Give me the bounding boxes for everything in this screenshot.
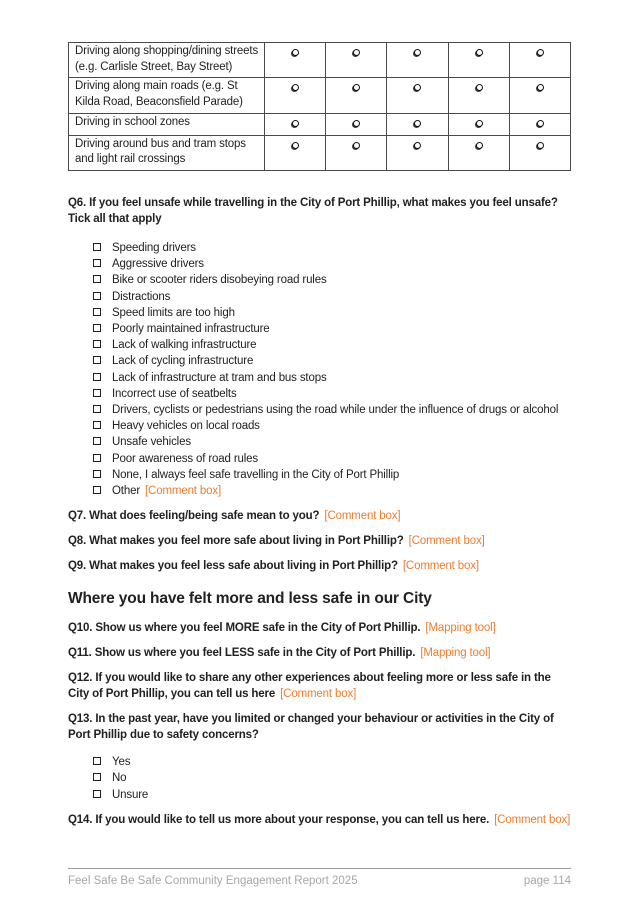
question-q13 [68, 711, 571, 743]
radio-button-icon [476, 84, 483, 91]
q9-text: Q9. What makes you feel less safe about living in Port Phillip? [68, 560, 398, 573]
checkbox-label: Lack of infrastructure at tram and bus stops [112, 371, 327, 384]
radio-button-icon [414, 142, 421, 149]
radio-option-cell [265, 78, 326, 113]
q9-comment-box-tag: [Comment box] [402, 560, 479, 573]
radio-button-icon [537, 120, 544, 127]
matrix-row-label: Driving along shopping/dining streets (e.g. Carlisle Street, Bay Street) [69, 43, 265, 78]
checkbox-item [68, 467, 571, 483]
checkbox-label: Unsure [112, 788, 149, 801]
checkbox-item [68, 256, 571, 272]
radio-button-icon [292, 49, 299, 56]
q6-text: Q6. If you feel unsafe while travelling in the City of Port Phillip, what makes you feel unsafe? Tick all that apply [68, 196, 558, 225]
radio-button-icon [476, 49, 483, 56]
matrix-row-label: Driving along main roads (e.g. St Kilda Road, Beaconsfield Parade) [69, 78, 265, 113]
checkbox-icon [93, 437, 101, 445]
table-row [69, 135, 571, 170]
q10-mapping-tool-tag: [Mapping tool] [425, 622, 496, 635]
checkbox-label: Speed limits are too high [112, 306, 235, 319]
checkbox-label: Bike or scooter riders disobeying road rules [112, 274, 327, 287]
radio-button-icon [353, 142, 360, 149]
checkbox-label: Aggressive drivers [112, 258, 204, 271]
q10-text: Q10. Show us where you feel MORE safe in the City of Port Phillip. [68, 622, 421, 635]
matrix-row-label: Driving around bus and tram stops and light rail crossings [69, 135, 265, 170]
checkbox-item [68, 305, 571, 321]
radio-button-icon [537, 49, 544, 56]
radio-button-icon [537, 142, 544, 149]
checkbox-item [68, 321, 571, 337]
radio-option-cell [326, 43, 387, 78]
radio-button-icon [476, 142, 483, 149]
radio-option-cell [509, 78, 570, 113]
question-q8 [68, 533, 571, 549]
checkbox-label: Incorrect use of seatbelts [112, 387, 237, 400]
q13-checklist [68, 754, 571, 803]
radio-button-icon [292, 120, 299, 127]
q13-text: Q13. In the past year, have you limited or changed your behaviour or activities in the City of Port Phillip due to safety concerns? [68, 713, 554, 742]
section-heading: Where you have felt more and less safe in our City [68, 590, 432, 608]
checkbox-item [68, 289, 571, 305]
checkbox-item [68, 370, 571, 386]
checkbox-icon [93, 389, 101, 397]
checkbox-label: Lack of walking infrastructure [112, 339, 257, 352]
radio-button-icon [353, 49, 360, 56]
radio-option-cell [265, 113, 326, 135]
radio-button-icon [353, 84, 360, 91]
q14-text: Q14. If you would like to tell us more about your response, you can tell us here. [68, 813, 490, 826]
checkbox-icon [93, 405, 101, 413]
checkbox-label: Unsafe vehicles [112, 436, 191, 449]
table-row [69, 78, 571, 113]
checkbox-label: Drivers, cyclists or pedestrians using the road while under the influence of drugs or alcohol [112, 403, 559, 416]
checkbox-icon [93, 421, 101, 429]
checkbox-label: Speeding drivers [112, 241, 196, 254]
checkbox-icon [93, 259, 101, 267]
question-q12 [68, 670, 571, 702]
checkbox-label: Lack of cycling infrastructure [112, 355, 254, 368]
table-row [69, 113, 571, 135]
checkbox-item [68, 272, 571, 288]
question-q11 [68, 645, 571, 661]
safety-matrix-table [68, 42, 571, 171]
radio-option-cell [326, 135, 387, 170]
checkbox-item [68, 402, 571, 418]
checkbox-item [68, 451, 571, 467]
radio-option-cell [326, 78, 387, 113]
q11-text: Q11. Show us where you feel LESS safe in the City of Port Phillip. [68, 647, 416, 660]
radio-option-cell [387, 113, 448, 135]
radio-option-cell [326, 113, 387, 135]
checkbox-item [68, 418, 571, 434]
checkbox-icon [93, 356, 101, 364]
checkbox-label: Yes [112, 756, 131, 769]
checkbox-label: Other [Comment box] [112, 484, 222, 497]
checkbox-label: No [112, 772, 127, 785]
radio-option-cell [265, 135, 326, 170]
checkbox-icon [93, 292, 101, 300]
checkbox-icon [93, 340, 101, 348]
radio-option-cell [448, 113, 509, 135]
checkbox-icon [93, 454, 101, 462]
radio-option-cell [387, 43, 448, 78]
checkbox-icon [93, 470, 101, 478]
question-q10 [68, 620, 571, 636]
question-q7 [68, 508, 571, 524]
radio-button-icon [414, 120, 421, 127]
checkbox-item [68, 770, 571, 786]
radio-option-cell [265, 43, 326, 78]
checkbox-label: Poorly maintained infrastructure [112, 322, 270, 335]
q12-comment-box-tag: [Comment box] [280, 688, 357, 701]
checkbox-item [68, 434, 571, 450]
checkbox-item [68, 353, 571, 369]
radio-button-icon [292, 84, 299, 91]
q6-checklist [68, 240, 571, 499]
radio-button-icon [414, 84, 421, 91]
page-footer [68, 868, 571, 887]
radio-option-cell [509, 43, 570, 78]
q8-comment-box-tag: [Comment box] [408, 535, 485, 548]
q8-text: Q8. What makes you feel more safe about living in Port Phillip? [68, 535, 404, 548]
question-q6 [68, 195, 571, 227]
radio-option-cell [448, 43, 509, 78]
matrix-row-label: Driving in school zones [69, 113, 265, 135]
checkbox-icon [93, 486, 101, 494]
q7-comment-box-tag: [Comment box] [324, 510, 401, 523]
checkbox-label: None, I always feel safe travelling in the City of Port Phillip [112, 468, 400, 481]
checkbox-icon [93, 757, 101, 765]
q12-text: Q12. If you would like to share any other experiences about feeling more or less safe in the City of Port Phillip, you can tell us here [68, 672, 551, 701]
radio-button-icon [476, 120, 483, 127]
checkbox-icon [93, 773, 101, 781]
radio-button-icon [292, 142, 299, 149]
matrix-table-body [69, 43, 571, 171]
radio-button-icon [537, 84, 544, 91]
checkbox-item [68, 483, 571, 499]
checkbox-icon [93, 324, 101, 332]
q11-mapping-tool-tag: [Mapping tool] [420, 647, 491, 660]
radio-option-cell [509, 135, 570, 170]
radio-option-cell [448, 78, 509, 113]
checkbox-icon [93, 373, 101, 381]
radio-option-cell [448, 135, 509, 170]
checkbox-item [68, 787, 571, 803]
footer-report-title: Feel Safe Be Safe Community Engagement Report 2025 [68, 875, 358, 887]
checkbox-item [68, 240, 571, 256]
radio-option-cell [387, 135, 448, 170]
checkbox-item [68, 754, 571, 770]
radio-option-cell [387, 78, 448, 113]
checkbox-icon [93, 243, 101, 251]
checkbox-item [68, 386, 571, 402]
radio-option-cell [509, 113, 570, 135]
checkbox-label: Heavy vehicles on local roads [112, 420, 260, 433]
radio-button-icon [414, 49, 421, 56]
question-q14 [68, 812, 571, 828]
checkbox-icon [93, 790, 101, 798]
radio-button-icon [353, 120, 360, 127]
question-q9 [68, 558, 571, 574]
table-row [69, 43, 571, 78]
q14-comment-box-tag: [Comment box] [494, 813, 571, 826]
comment-box-tag: [Comment box] [145, 484, 222, 497]
checkbox-icon [93, 308, 101, 316]
q7-text: Q7. What does feeling/being safe mean to you? [68, 510, 320, 523]
checkbox-label: Distractions [112, 290, 171, 303]
checkbox-label: Poor awareness of road rules [112, 452, 259, 465]
checkbox-icon [93, 275, 101, 283]
checkbox-item [68, 337, 571, 353]
footer-page-number: page 114 [523, 875, 571, 887]
